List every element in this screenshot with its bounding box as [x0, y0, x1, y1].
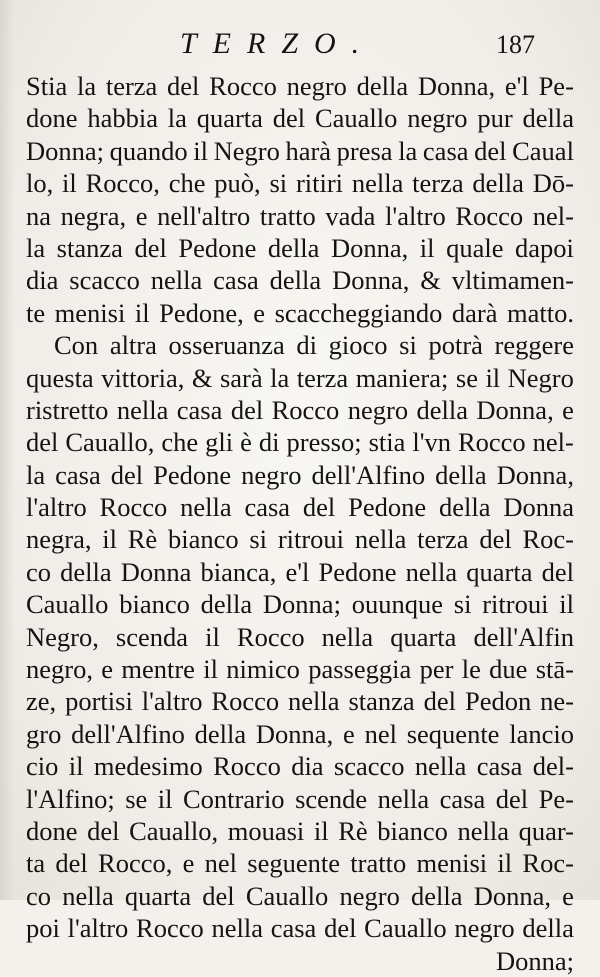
text-line: del Cauallo, che gli è di presso; stia l'vn Rocco nel-: [26, 427, 574, 458]
text-line: cio il medesimo Rocco dia scacco nella casa del-: [26, 751, 574, 782]
text-line: l'altro Rocco nella casa del Pedone della Donna: [26, 492, 574, 523]
text-line: te menisi il Pedone, e scaccheggiando darà matto.: [26, 297, 574, 328]
text-line: poi l'altro Rocco nella casa del Cauallo negro della: [26, 913, 574, 944]
text-line: negra, il Rè bianco si ritroui nella terza del Roc-: [26, 524, 574, 555]
text-line: lo, il Rocco, che può, si ritiri nella terza della Dō-: [26, 168, 574, 199]
text-line: ze, portisi l'altro Rocco nella stanza del Pedon ne-: [26, 686, 574, 717]
body-text: [26, 70, 574, 977]
text-line: co nella quarta del Cauallo negro della Donna, e: [26, 880, 574, 911]
text-line: Donna; quando il Negro harà presa la casa del Caual: [26, 135, 574, 166]
text-line: questa vittoria, & sarà la terza maniera; se il Negro: [26, 362, 574, 393]
text-line: Donna;: [495, 945, 574, 976]
text-line: Stia la terza del Rocco negro della Donna, e'l Pe-: [26, 71, 574, 101]
text-line: Con altra osseruanza di gioco si potrà reggere: [54, 330, 574, 361]
running-head: [0, 24, 600, 64]
text-line: Negro, scenda il Rocco nella quarta dell'Alfin: [26, 621, 574, 652]
text-line: na negra, e nell'altro tratto vada l'altro Rocco nel-: [26, 200, 574, 231]
text-line: ta del Rocco, e nel seguente tratto menisi il Roc-: [26, 848, 574, 879]
running-head-title: TERZO.: [180, 27, 376, 60]
text-line: done del Cauallo, mouasi il Rè bianco nella quar-: [26, 815, 574, 846]
text-line: la casa del Pedone negro dell'Alfino della Donna,: [26, 459, 574, 490]
text-line: gro dell'Alfino della Donna, e nel sequente lancio: [26, 718, 574, 749]
text-line: done habbia la quarta del Cauallo negro pur della: [26, 103, 574, 134]
text-line: co della Donna bianca, e'l Pedone nella quarta del: [26, 556, 574, 587]
page-number: 187: [496, 30, 535, 59]
text-line: l'Alfino; se il Contrario scende nella casa del Pe-: [26, 783, 574, 814]
text-line: ristretto nella casa del Rocco negro della Donna, e: [26, 394, 574, 425]
text-line: la stanza del Pedone della Donna, il quale dapoi: [26, 232, 574, 263]
text-line: negro, e mentre il nimico passeggia per le due stā-: [26, 654, 574, 685]
text-line: dia scacco nella casa della Donna, & vltimamen-: [26, 265, 574, 296]
text-line: Cauallo bianco della Donna; ouunque si ritroui il: [26, 589, 574, 620]
page-gutter-shadow: [0, 0, 14, 900]
